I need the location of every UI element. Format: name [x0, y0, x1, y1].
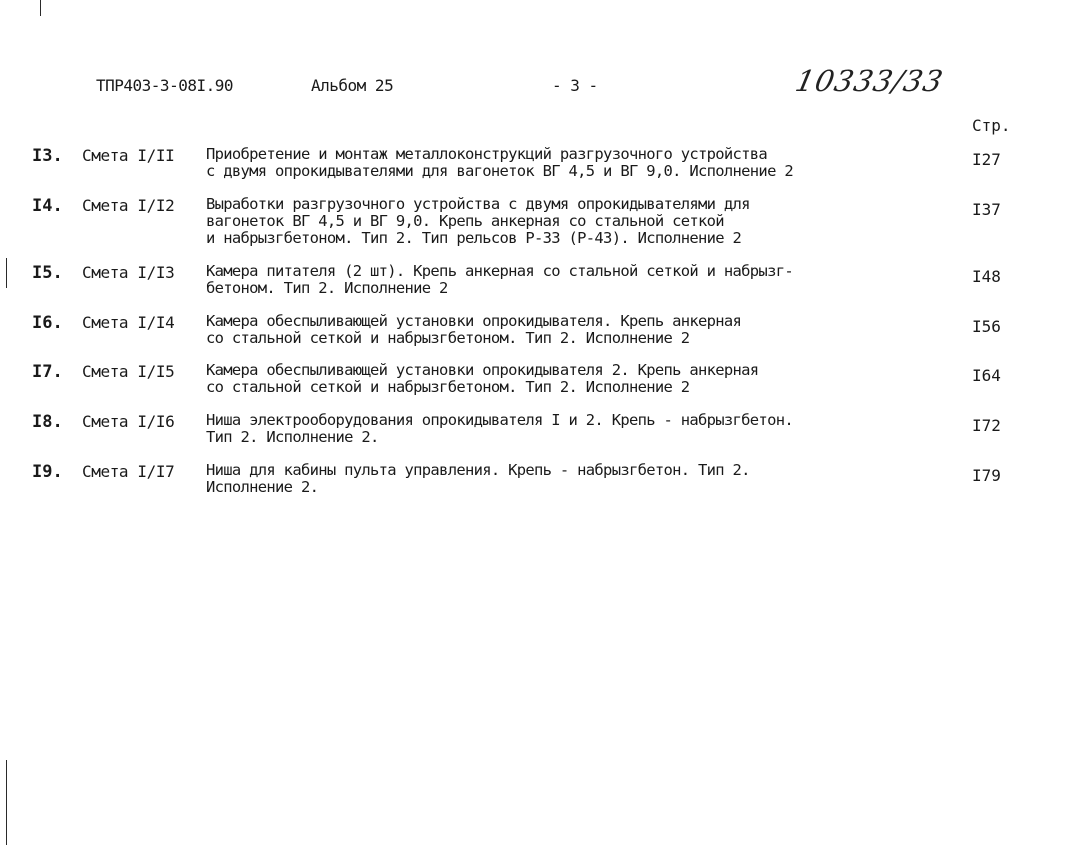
entry-description	[206, 313, 946, 347]
description-line: бетоном. Тип 2. Исполнение 2	[206, 279, 448, 297]
description-line: Ниша для кабины пульта управления. Крепь - набрызгбетон. Тип 2.	[206, 461, 750, 479]
scan-mark-left-2	[6, 760, 7, 845]
entry-page: I79	[972, 466, 1001, 485]
entry-number: I9.	[32, 462, 63, 482]
description-line: Исполнение 2.	[206, 478, 319, 496]
entry-page: I27	[972, 150, 1001, 169]
entry-description	[206, 412, 946, 446]
entry-description	[206, 146, 946, 180]
entry-description	[206, 196, 946, 247]
description-line: и набрызгбетоном. Тип 2. Тип рельсов Р-33 (Р-43). Исполнение 2	[206, 229, 742, 247]
album-label: Альбом 25	[311, 76, 394, 95]
entry-code: Смета I/I4	[82, 313, 175, 332]
description-line: Ниша электрооборудования опрокидывателя I и 2. Крепь - набрызгбетон.	[206, 411, 793, 429]
entry-page: I64	[972, 366, 1001, 385]
entry-page: I72	[972, 416, 1001, 435]
description-line: Выработки разгрузочного устройства с двумя опрокидывателями для	[206, 195, 750, 213]
entry-code: Смета I/I2	[82, 196, 175, 215]
entry-page: I37	[972, 200, 1001, 219]
entry-description	[206, 362, 946, 396]
entry-code: Смета I/II	[82, 146, 175, 165]
page-column-heading: Стр.	[972, 116, 1011, 135]
entry-description	[206, 263, 946, 297]
page-number: - 3 -	[552, 76, 598, 95]
scan-mark-top	[40, 0, 41, 16]
entry-number: I3.	[32, 146, 63, 166]
entry-code: Смета I/I5	[82, 362, 175, 381]
entry-number: I5.	[32, 263, 63, 283]
description-line: с двумя опрокидывателями для вагонеток ВГ 4,5 и ВГ 9,0. Исполнение 2	[206, 162, 793, 180]
entry-number: I8.	[32, 412, 63, 432]
entry-page: I56	[972, 317, 1001, 336]
description-line: со стальной сеткой и набрызгбетоном. Тип 2. Исполнение 2	[206, 329, 690, 347]
description-line: Тип 2. Исполнение 2.	[206, 428, 379, 446]
description-line: со стальной сеткой и набрызгбетоном. Тип 2. Исполнение 2	[206, 378, 690, 396]
doc-code: ТПР403-3-08I.90	[96, 76, 233, 95]
scan-mark-left-1	[6, 258, 7, 288]
entry-number: I4.	[32, 196, 63, 216]
entry-number: I6.	[32, 313, 63, 333]
entry-description	[206, 462, 946, 496]
entry-number: I7.	[32, 362, 63, 382]
description-line: Камера обеспыливающей установки опрокидывателя. Крепь анкерная	[206, 312, 742, 330]
entry-code: Смета I/I3	[82, 263, 175, 282]
entry-page: I48	[972, 267, 1001, 286]
description-line: Приобретение и монтаж металлоконструкций разгрузочного устройства	[206, 145, 768, 163]
description-line: Камера обеспыливающей установки опрокидывателя 2. Крепь анкерная	[206, 361, 759, 379]
handwritten-number: 10333/33	[792, 64, 947, 98]
description-line: вагонеток ВГ 4,5 и ВГ 9,0. Крепь анкерная со стальной сеткой	[206, 212, 724, 230]
entry-code: Смета I/I6	[82, 412, 175, 431]
description-line: Камера питателя (2 шт). Крепь анкерная со стальной сеткой и набрызг-	[206, 262, 793, 280]
entry-code: Смета I/I7	[82, 462, 175, 481]
